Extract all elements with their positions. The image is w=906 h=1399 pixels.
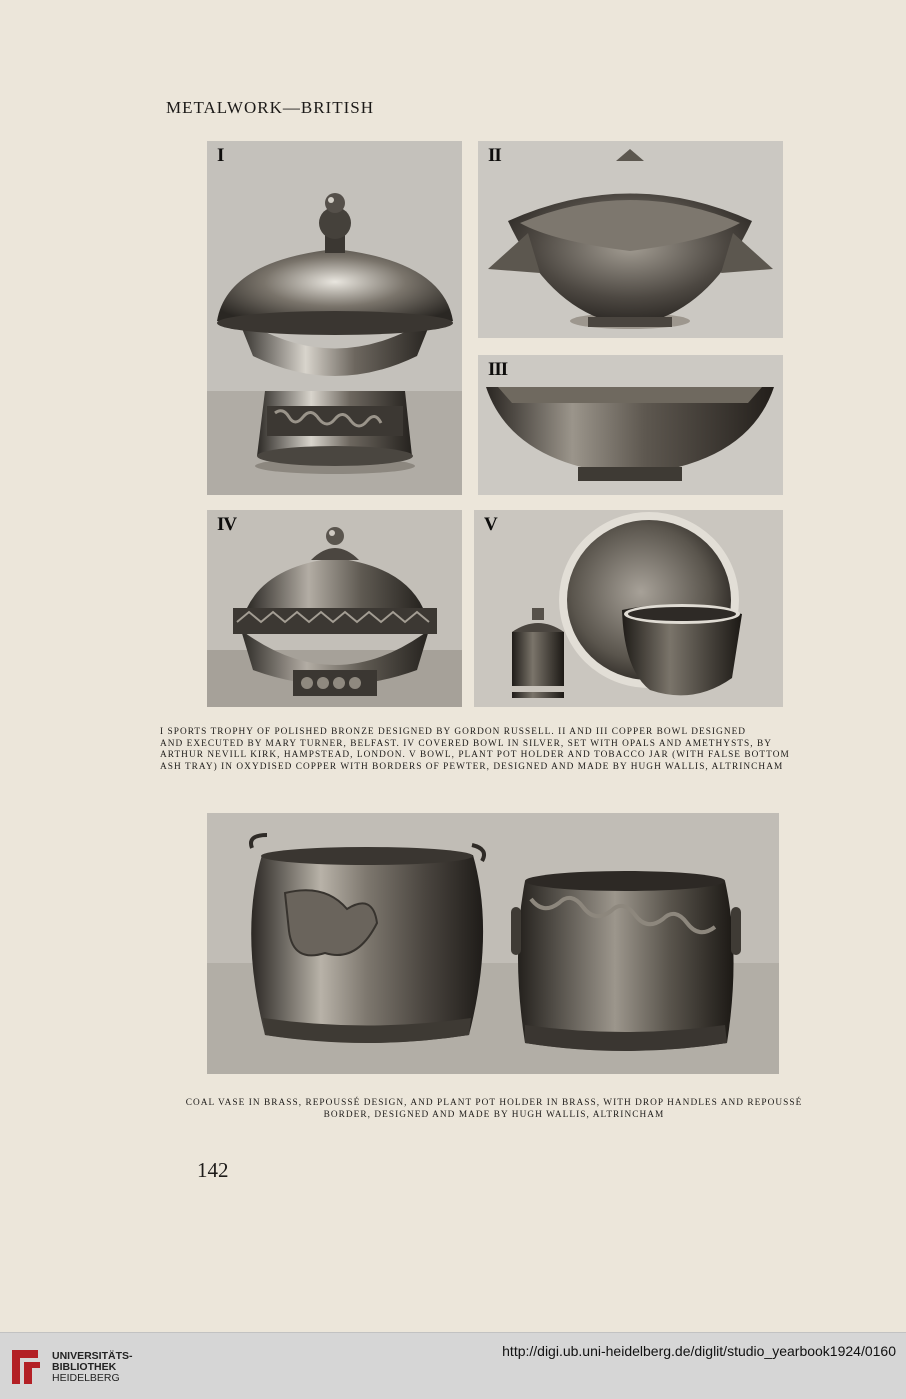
copper-bowl-photo [478, 141, 783, 338]
plate-numeral-i: I [217, 145, 224, 166]
caption-line: ARTHUR NEVILL KIRK, HAMPSTEAD, LONDON. V BOWL, PLANT POT HOLDER AND TOBACCO JAR (WITH FALSE BOTTOM [160, 750, 790, 761]
viewer-footer [0, 1332, 906, 1399]
plate-numeral-iv: IV [217, 514, 237, 535]
covered-bowl-photo [207, 510, 462, 707]
library-name-line: BIBLIOTHEK [52, 1361, 117, 1373]
plate-coal-vase-and-pot-holder [207, 813, 779, 1074]
caption-plates-i-v [160, 727, 830, 773]
caption-line: AND EXECUTED BY MARY TURNER, BELFAST. IV COVERED BOWL IN SILVER, SET WITH OPALS AND AMETHYSTS, BY [160, 738, 772, 749]
plate-numeral-v: V [484, 514, 497, 535]
plate-i-sports-trophy [207, 141, 462, 495]
library-name-line: UNIVERSITÄTS- [52, 1350, 133, 1362]
plate-numeral-iii: III [488, 359, 508, 380]
caption-bottom-plate [156, 1098, 832, 1121]
library-name[interactable] [52, 1351, 133, 1384]
caption-line: I SPORTS TROPHY OF POLISHED BRONZE DESIGNED BY GORDON RUSSELL. II AND III COPPER BOWL DESIGNED [160, 727, 747, 737]
library-name-line: HEIDELBERG [52, 1372, 120, 1384]
university-library-logo-icon [10, 1346, 44, 1386]
plate-v-bowl-pot-holder-jar [474, 510, 783, 707]
plate-ii-copper-bowl [478, 141, 783, 338]
permalink-url[interactable]: http://digi.ub.uni-heidelberg.de/diglit/studio_yearbook1924/0160 [502, 1343, 896, 1359]
plate-iv-covered-bowl [207, 510, 462, 707]
caption-line: COAL VASE IN BRASS, REPOUSSÉ DESIGN, AND PLANT POT HOLDER IN BRASS, WITH DROP HANDLES AND REPOUSSÉ [185, 1098, 803, 1108]
plate-numeral-ii: II [488, 145, 501, 166]
brass-vessels-photo [207, 813, 779, 1074]
caption-line: BORDER, DESIGNED AND MADE BY HUGH WALLIS, ALTRINCHAM [323, 1109, 665, 1120]
copper-bowl-side-photo [478, 355, 783, 495]
caption-line: ASH TRAY) IN OXYDISED COPPER WITH BORDERS OF PEWTER, DESIGNED AND MADE BY HUGH WALLIS, ALTRINCHAM [160, 761, 784, 772]
trophy-photo [207, 141, 462, 495]
running-head: METALWORK—BRITISH [166, 98, 374, 117]
copper-set-photo [474, 510, 783, 707]
page-number: 142 [197, 1158, 229, 1182]
plate-iii-copper-bowl [478, 355, 783, 495]
